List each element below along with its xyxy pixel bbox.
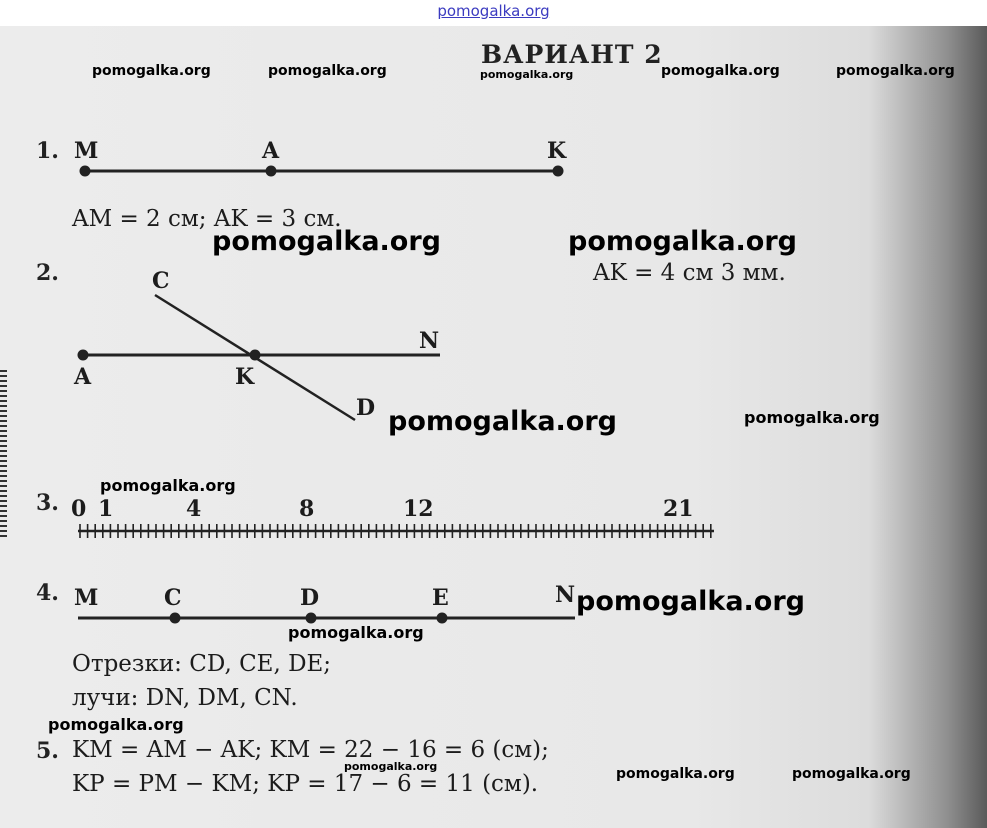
tick-label-8: 8: [299, 496, 315, 522]
problem1-segment: [80, 166, 564, 177]
watermark: pomogalka.org: [268, 63, 387, 79]
point-label-d: D: [356, 395, 376, 421]
watermark: pomogalka.org: [576, 586, 805, 617]
point-label-m: M: [74, 138, 99, 164]
point-label-n: N: [555, 582, 576, 608]
site-link[interactable]: pomogalka.org: [437, 2, 550, 20]
tick-label-21: 21: [663, 496, 694, 522]
watermark: pomogalka.org: [480, 68, 574, 81]
point-label-a: A: [262, 138, 280, 164]
watermark: pomogalka.org: [92, 63, 211, 79]
point-label-a: A: [74, 364, 92, 390]
problem4-number: 4.: [36, 580, 59, 606]
problem2-number: 2.: [36, 260, 59, 286]
variant-heading: ВАРИАНТ 2: [481, 40, 663, 69]
problem2-answer: AK = 4 см 3 мм.: [593, 260, 786, 286]
point-d: [306, 613, 317, 624]
tick-label-0: 0: [71, 496, 87, 522]
point-k: [250, 350, 261, 361]
problem4-segments: Отрезки: CD, CE, DE;: [72, 651, 332, 677]
watermark: pomogalka.org: [744, 408, 880, 427]
problem5-number: 5.: [36, 738, 59, 764]
watermark: pomogalka.org: [836, 63, 955, 79]
problem1-text: AM = 2 см; AK = 3 см.: [72, 206, 342, 232]
watermark: pomogalka.org: [568, 226, 797, 257]
problem5-line2: KP = PM − KM; KP = 17 − 6 = 11 (см).: [72, 771, 539, 797]
point-m: [80, 166, 91, 177]
point-label-e: E: [432, 585, 449, 611]
watermark: pomogalka.org: [288, 623, 424, 642]
watermark: pomogalka.org: [48, 715, 184, 734]
point-label-n: N: [419, 328, 440, 354]
watermark: pomogalka.org: [661, 63, 780, 79]
point-label-m: M: [74, 585, 99, 611]
point-label-k: K: [547, 138, 567, 164]
problem5-line1: KM = AM − AK; KM = 22 − 16 = 6 (см);: [72, 737, 549, 763]
watermark: pomogalka.org: [792, 766, 911, 782]
point-a: [78, 350, 89, 361]
problem4-segment: [78, 613, 575, 624]
problem2-figure: [78, 295, 441, 420]
point-k: [553, 166, 564, 177]
point-a: [266, 166, 277, 177]
tick-label-4: 4: [186, 496, 202, 522]
point-label-k: K: [235, 364, 255, 390]
problem3-number-line: [78, 524, 714, 538]
point-label-c: C: [152, 268, 170, 294]
watermark: pomogalka.org: [616, 766, 735, 782]
tick-label-1: 1: [98, 496, 114, 522]
watermark: pomogalka.org: [212, 226, 441, 257]
point-label-c: C: [164, 585, 182, 611]
watermark: pomogalka.org: [100, 476, 236, 495]
watermark: pomogalka.org: [388, 406, 617, 437]
point-label-d: D: [300, 585, 320, 611]
tick-label-12: 12: [403, 496, 434, 522]
problem1-number: 1.: [36, 138, 59, 164]
problem4-rays: лучи: DN, DM, CN.: [72, 685, 298, 711]
point-e: [437, 613, 448, 624]
watermark: pomogalka.org: [344, 760, 438, 773]
problem3-number: 3.: [36, 490, 59, 516]
point-c: [170, 613, 181, 624]
